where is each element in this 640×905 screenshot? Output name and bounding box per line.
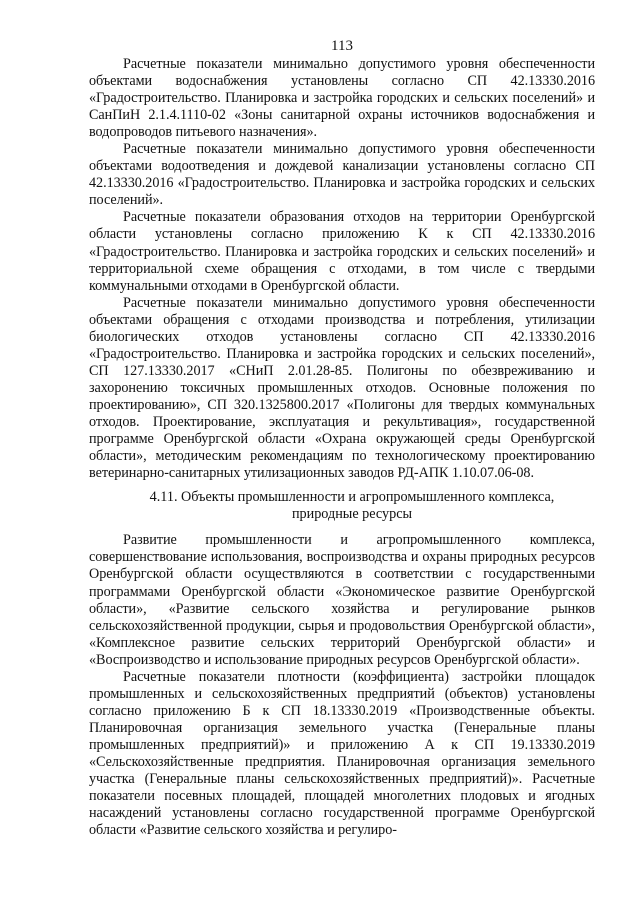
paragraph-industry-development: Развитие промышленности и агропромышленного комплекса, совершенствование использования, воспроизводства и охраны природных ресурсов Оренбургской области осуществляются в соответствии с государственными программами Оренбургской области «Экономическое развитие Оренбургской области», «Развитие сельского хозяйства и регулирование рынков сельскохозяйственной продукции, сырья и продовольствия Оренбургской области», «Комплексное развитие сельских территорий Оренбургской области» и «Воспроизводство и использование природных ресурсов Оренбургской области». <box>89 532 595 668</box>
section-heading-line-2: природные ресурсы <box>291 506 413 523</box>
paragraph-building-density: Расчетные показатели плотности (коэффициента) застройки площадок промышленных и сельскохозяйственных предприятий (объектов) установлены согласно приложению Б к СП 18.13330.2019 «Производственные объекты. Планировочная организация земельного участка (Генеральные планы промышленных предприятий)» и приложению А к СП 19.13330.2019 «Сельскохозяйственные предприятия. Планировочная организация земельного участка (Генеральные планы сельскохозяйственных предприятий)». Расчетные показатели посевных площадей, площадей многолетних плодовых и ягодных насаждений установлены согласно государственной программе Оренбургской области «Развитие сельского хозяйства и регулиро- <box>89 668 595 839</box>
paragraph-waste-generation: Расчетные показатели образования отходов на территории Оренбургской области установлены согласно приложению К к СП 42.13330.2016 «Градостроительство. Планировка и застройка городских и сельских поселений» и территориальной схеме обращения с отходами, в том числе с твердыми коммунальными отходами в Оренбургской области. <box>89 209 595 294</box>
paragraph-waste-facilities: Расчетные показатели минимально допустимого уровня обеспеченности объектами обращения с отходами производства и потребления, утилизации биологических отходов установлены согласно СП 42.13330.2016 «Градостроительство. Планировка и застройка городских и сельских поселений», СП 127.13330.2017 «СНиП 2.01.28-85. Полигоны по обезвреживанию и захоронению токсичных промышленных отходов. Основные положения по проектированию», СП 320.1325800.2017 «Полигоны для твердых коммунальных отходов. Проектирование, эксплуатация и рекультивация», государственной программе Оренбургской области «Охрана окружающей среды Оренбургской области», методическим рекомендациям по технологическому проектированию ветеринарно-санитарных утилизационных заводов РД-АПК 1.10.07.06-08. <box>89 294 595 482</box>
paragraph-sewerage: Расчетные показатели минимально допустимого уровня обеспеченности объектами водоотведения и дождевой канализации установлены согласно СП 42.13330.2016 «Градостроительство. Планировка и застройка городских и сельских поселений». <box>89 141 595 209</box>
paragraph-water-supply: Расчетные показатели минимально допустимого уровня обеспеченности объектами водоснабжения установлены согласно СП 42.13330.2016 «Градостроительство. Планировка и застройка городских и сельских поселений» и СанПиН 2.1.4.1110-02 «Зоны санитарной охраны источников водоснабжения и водопроводов питьевого назначения». <box>89 56 595 141</box>
section-heading-line-1: 4.11. Объекты промышленности и агропромышленного комплекса, <box>149 489 555 506</box>
section-heading <box>89 489 595 523</box>
page-number: 113 <box>331 38 353 54</box>
document-page <box>89 38 595 839</box>
